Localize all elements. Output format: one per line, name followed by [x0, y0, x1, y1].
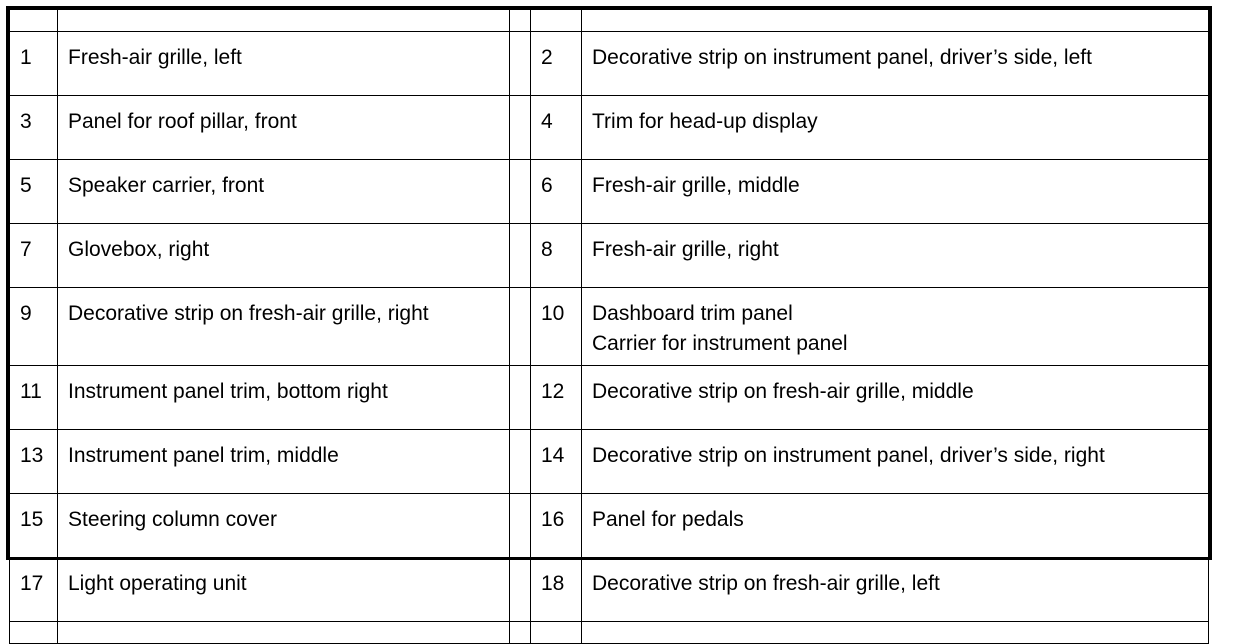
right-item-number: 2	[531, 32, 582, 96]
right-item-description	[582, 494, 1209, 558]
description-line: Decorative strip on instrument panel, driver’s side, right	[592, 444, 1105, 467]
empty-cell	[10, 10, 58, 32]
column-divider	[510, 366, 531, 430]
legend-row	[10, 96, 1209, 160]
footer-spacer-row	[10, 622, 1209, 644]
empty-cell	[531, 10, 582, 32]
legend-row	[10, 224, 1209, 288]
description-line: Fresh-air grille, left	[68, 46, 242, 69]
column-divider	[510, 494, 531, 558]
right-item-number: 18	[531, 558, 582, 622]
legend-row	[10, 430, 1209, 494]
header-spacer-row	[10, 10, 1209, 32]
legend-row	[10, 494, 1209, 558]
description-line: Instrument panel trim, middle	[68, 444, 339, 467]
description-line: Decorative strip on fresh-air grille, right	[68, 302, 429, 325]
left-item-description	[58, 288, 510, 366]
left-item-number: 13	[10, 430, 58, 494]
left-item-description	[58, 494, 510, 558]
left-item-number: 5	[10, 160, 58, 224]
right-item-description	[582, 366, 1209, 430]
description-line: Panel for pedals	[592, 508, 744, 531]
right-item-number: 12	[531, 366, 582, 430]
description-line: Decorative strip on fresh-air grille, middle	[592, 380, 974, 403]
description-line: Speaker carrier, front	[68, 174, 265, 197]
column-divider	[510, 160, 531, 224]
right-item-number: 16	[531, 494, 582, 558]
left-item-description	[58, 558, 510, 622]
right-item-number: 10	[531, 288, 582, 366]
empty-cell	[582, 622, 1209, 644]
legend-grid	[9, 9, 1209, 644]
legend-row	[10, 160, 1209, 224]
left-item-description	[58, 32, 510, 96]
column-divider	[510, 32, 531, 96]
legend-row	[10, 288, 1209, 366]
left-item-number: 7	[10, 224, 58, 288]
right-item-description	[582, 558, 1209, 622]
left-item-description	[58, 96, 510, 160]
empty-cell	[10, 622, 58, 644]
legend-body	[10, 10, 1209, 644]
right-item-description	[582, 96, 1209, 160]
description-line: Instrument panel trim, bottom right	[68, 380, 388, 403]
description-line: Carrier for instrument panel	[592, 332, 848, 355]
column-divider	[510, 558, 531, 622]
empty-cell	[510, 10, 531, 32]
description-line: Glovebox, right	[68, 238, 210, 261]
right-item-description	[582, 32, 1209, 96]
column-divider	[510, 430, 531, 494]
empty-cell	[582, 10, 1209, 32]
right-item-number: 8	[531, 224, 582, 288]
parts-legend-table	[6, 6, 1212, 595]
description-line: Fresh-air grille, right	[592, 238, 779, 261]
description-line: Panel for roof pillar, front	[68, 110, 297, 133]
right-item-number: 14	[531, 430, 582, 494]
empty-cell	[58, 622, 510, 644]
left-item-description	[58, 224, 510, 288]
right-item-description	[582, 160, 1209, 224]
right-item-number: 4	[531, 96, 582, 160]
description-line: Steering column cover	[68, 508, 277, 531]
empty-cell	[510, 622, 531, 644]
left-item-number: 17	[10, 558, 58, 622]
description-line: Decorative strip on instrument panel, driver’s side, left	[592, 46, 1092, 69]
left-item-description	[58, 160, 510, 224]
left-item-description	[58, 366, 510, 430]
empty-cell	[58, 10, 510, 32]
column-divider	[510, 224, 531, 288]
left-item-description	[58, 430, 510, 494]
left-item-number: 9	[10, 288, 58, 366]
column-divider	[510, 288, 531, 366]
legend-row	[10, 366, 1209, 430]
right-item-description	[582, 224, 1209, 288]
left-item-number: 1	[10, 32, 58, 96]
description-line: Fresh-air grille, middle	[592, 174, 800, 197]
column-divider	[510, 96, 531, 160]
right-item-number: 6	[531, 160, 582, 224]
left-item-number: 15	[10, 494, 58, 558]
legend-row	[10, 558, 1209, 622]
description-line: Light operating unit	[68, 572, 247, 595]
description-line: Trim for head-up display	[592, 110, 818, 133]
left-item-number: 11	[10, 366, 58, 430]
left-item-number: 3	[10, 96, 58, 160]
description-line: Decorative strip on fresh-air grille, left	[592, 572, 940, 595]
right-item-description	[582, 288, 1209, 366]
right-item-description	[582, 430, 1209, 494]
legend-row	[10, 32, 1209, 96]
empty-cell	[531, 622, 582, 644]
description-line: Dashboard trim panel	[592, 302, 793, 325]
